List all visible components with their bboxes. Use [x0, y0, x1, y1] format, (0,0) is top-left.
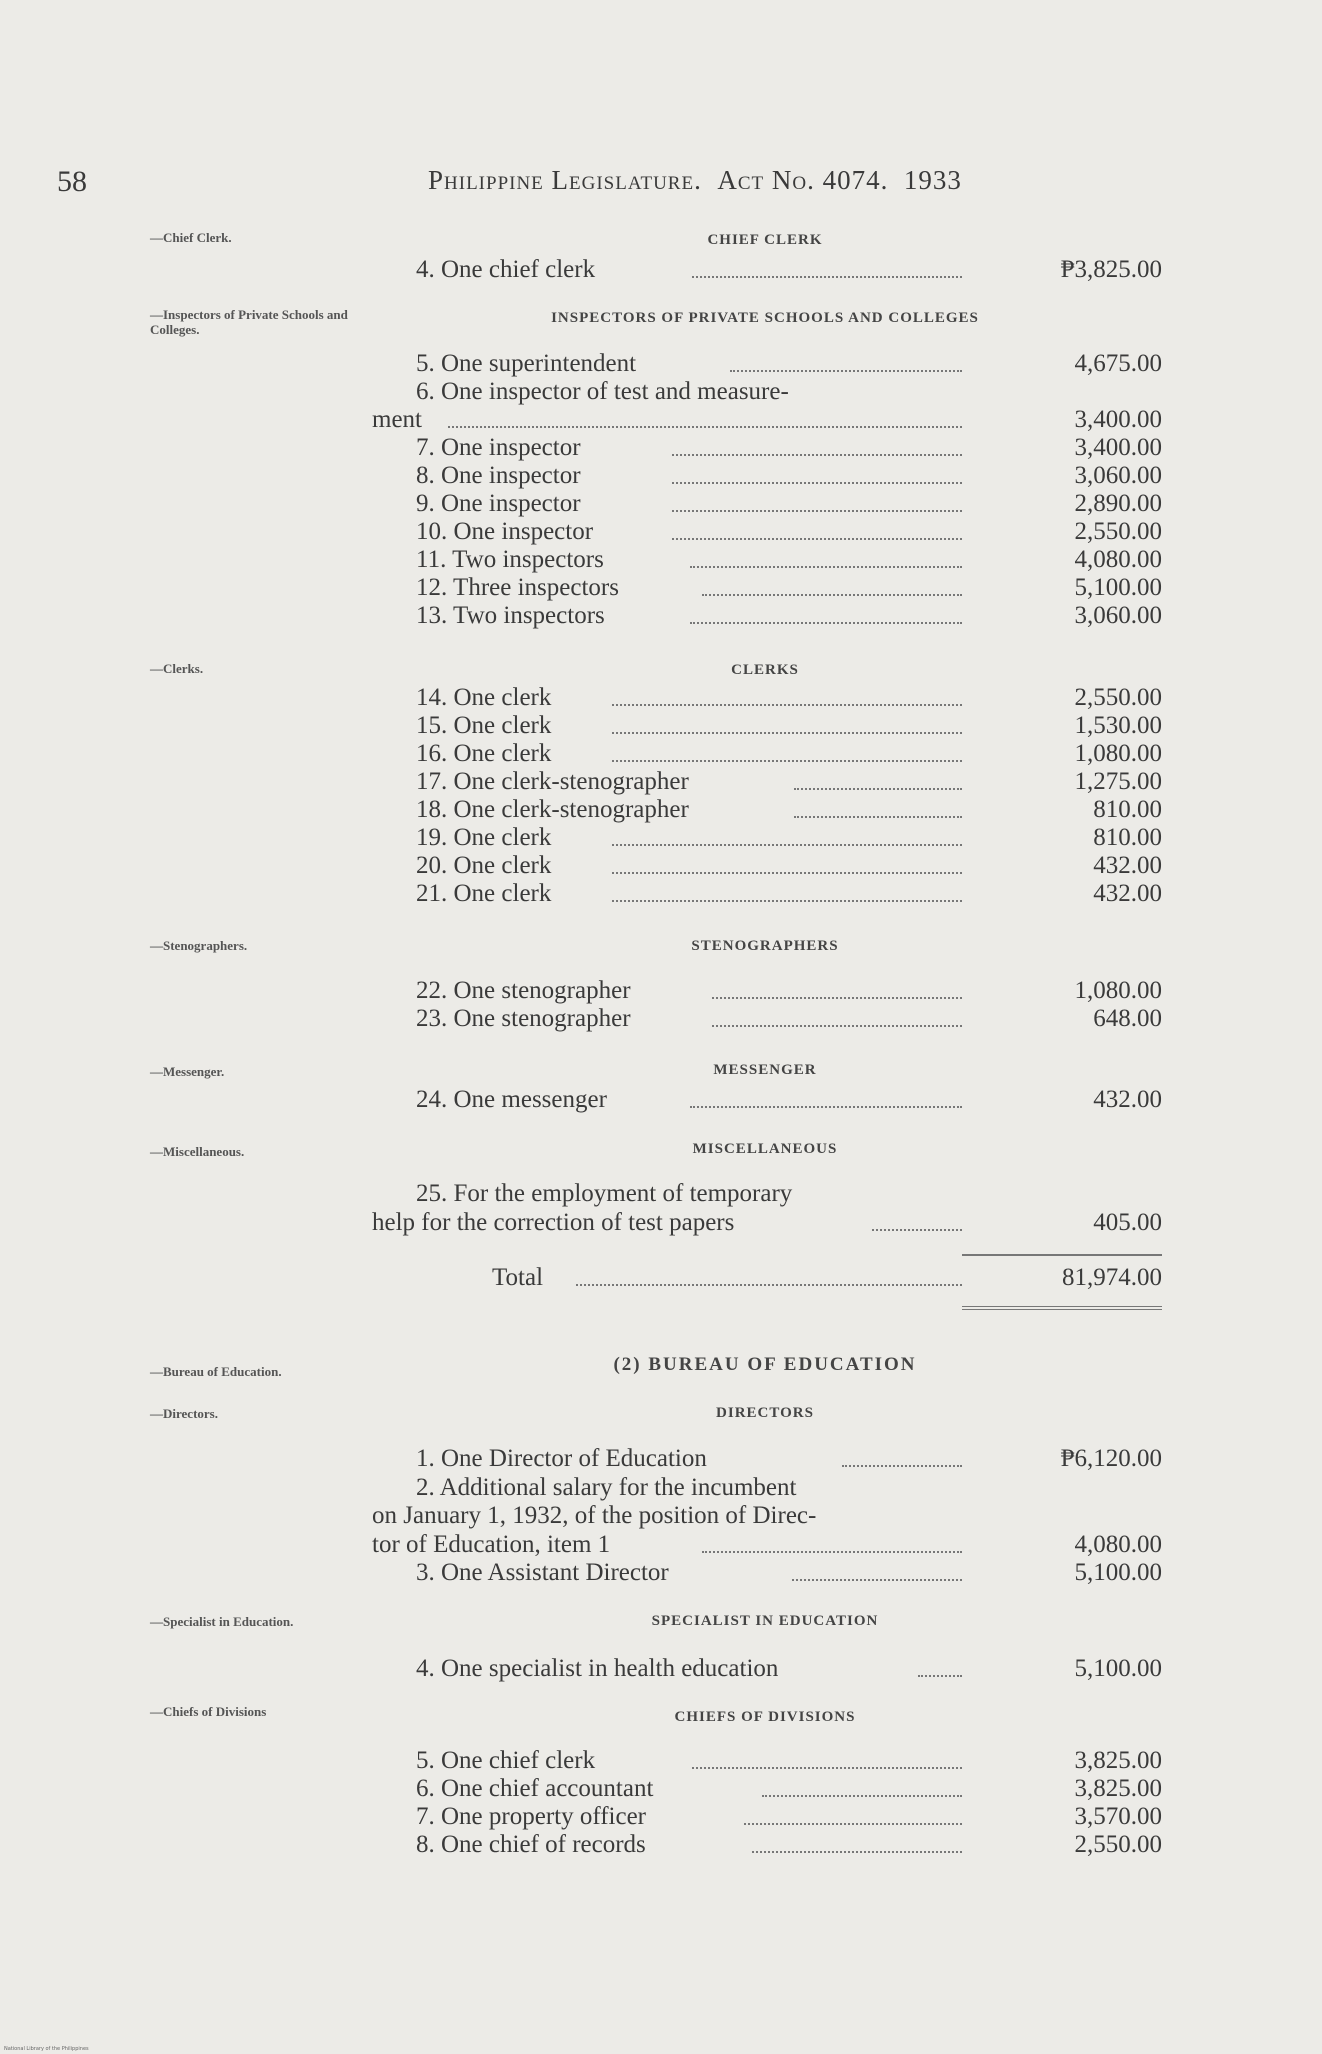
item-label: 13. Two inspectors: [416, 602, 605, 629]
item-amount: 1,530.00: [1074, 712, 1162, 739]
item-amount: 2,890.00: [1074, 490, 1162, 517]
header-year: 1933: [903, 165, 962, 195]
dot-leader: [690, 1106, 962, 1108]
item-row: [372, 256, 1162, 284]
item-row: [372, 1747, 1162, 1775]
item-continuation: 2. Additional salary for the incumbent: [416, 1474, 797, 1501]
dot-leader: [692, 276, 962, 278]
item-row: [372, 684, 1162, 712]
dot-leader: [762, 1795, 962, 1797]
item-label: 11. Two inspectors: [416, 546, 604, 573]
item-amount: 2,550.00: [1074, 1831, 1162, 1858]
heading-miscellaneous: MISCELLANEOUS: [692, 1141, 838, 1157]
heading-bureau: (2) BUREAU OF EDUCATION: [613, 1354, 917, 1375]
item-amount: 4,080.00: [1074, 1531, 1162, 1558]
item-label: tor of Education, item 1: [372, 1531, 611, 1558]
item-amount: 5,100.00: [1074, 1655, 1162, 1682]
dot-leader: [672, 454, 962, 456]
page-number: 58: [57, 165, 87, 198]
item-amount: 432.00: [1093, 1086, 1162, 1113]
item-row: [372, 712, 1162, 740]
margin-note-specialist: —Specialist in Education.: [150, 1614, 294, 1629]
dot-leader: [872, 1229, 962, 1231]
item-label: 4. One specialist in health education: [416, 1655, 779, 1682]
item-label: 10. One inspector: [416, 518, 594, 545]
item-amount: 432.00: [1093, 880, 1162, 907]
heading-directors: DIRECTORS: [716, 1405, 814, 1421]
item-row: [372, 852, 1162, 880]
item-row: [372, 1209, 1162, 1237]
item-amount: 810.00: [1093, 824, 1162, 851]
item-amount: 3,400.00: [1074, 406, 1162, 433]
dot-leader: [794, 816, 962, 818]
item-amount: 405.00: [1093, 1209, 1162, 1236]
margin-note-chief-clerk: —Chief Clerk.: [150, 230, 232, 245]
dot-leader: [692, 1767, 962, 1769]
item-amount: ₱6,120.00: [1060, 1445, 1162, 1472]
dot-leader: [612, 900, 962, 902]
item-label: 8. One inspector: [416, 462, 581, 489]
item-amount: 4,675.00: [1074, 350, 1162, 377]
dot-leader: [712, 1025, 962, 1027]
item-row: [372, 1086, 1162, 1114]
item-row: [372, 1445, 1162, 1473]
total-amount: 81,974.00: [1062, 1264, 1162, 1291]
item-row: [372, 1803, 1162, 1831]
margin-note-inspectors: —Inspectors of Private Schools and Colleges.: [150, 307, 348, 337]
item-row: [372, 880, 1162, 908]
item-row: [372, 406, 1162, 434]
item-label: 18. One clerk-stenographer: [416, 796, 689, 823]
item-continuation: 25. For the employment of temporary: [416, 1180, 793, 1207]
item-row: [372, 768, 1162, 796]
item-label: 3. One Assistant Director: [416, 1559, 669, 1586]
item-label: 7. One inspector: [416, 434, 581, 461]
item-label: help for the correction of test papers: [372, 1209, 735, 1236]
dot-leader: [702, 594, 962, 596]
item-row: [372, 490, 1162, 518]
item-amount: 1,080.00: [1074, 977, 1162, 1004]
margin-note-stenographers: —Stenographers.: [150, 938, 248, 953]
item-continuation: on January 1, 1932, of the position of Direc-: [372, 1502, 817, 1529]
item-amount: 3,400.00: [1074, 434, 1162, 461]
item-row: [372, 350, 1162, 378]
item-row: [372, 462, 1162, 490]
dot-leader: [690, 566, 962, 568]
margin-note-bureau: —Bureau of Education.: [150, 1364, 282, 1379]
heading-messenger: MESSENGER: [713, 1062, 817, 1078]
heading-specialist: SPECIALIST IN EDUCATION: [651, 1613, 879, 1629]
item-label: 1. One Director of Education: [416, 1445, 707, 1472]
item-amount: 2,550.00: [1074, 684, 1162, 711]
item-amount: 432.00: [1093, 852, 1162, 879]
item-label: 12. Three inspectors: [416, 574, 619, 601]
dot-leader: [702, 1551, 962, 1553]
item-label: 22. One stenographer: [416, 977, 631, 1004]
item-row: [372, 796, 1162, 824]
item-row: [372, 574, 1162, 602]
item-label: 23. One stenographer: [416, 1005, 631, 1032]
margin-note-directors: —Directors.: [150, 1406, 218, 1421]
heading-stenographers: STENOGRAPHERS: [691, 938, 839, 954]
margin-note-miscellaneous: —Miscellaneous.: [150, 1144, 245, 1159]
sum-rule: [962, 1254, 1162, 1256]
dot-leader: [918, 1675, 962, 1677]
item-amount: 5,100.00: [1074, 574, 1162, 601]
item-row: [372, 1559, 1162, 1587]
item-label: 5. One chief clerk: [416, 1747, 596, 1774]
item-row: [372, 977, 1162, 1005]
item-row: [372, 518, 1162, 546]
item-label: ment: [372, 406, 422, 433]
dot-leader: [690, 622, 962, 624]
dot-leader: [448, 426, 962, 428]
dot-leader: [792, 1579, 962, 1581]
item-amount: 3,570.00: [1074, 1803, 1162, 1830]
dot-leader: [744, 1823, 962, 1825]
item-label: 21. One clerk: [416, 880, 552, 907]
item-label: 8. One chief of records: [416, 1831, 646, 1858]
dot-leader: [672, 482, 962, 484]
item-amount: ₱3,825.00: [1060, 256, 1162, 283]
dot-leader: [712, 997, 962, 999]
heading-chiefs: CHIEFS OF DIVISIONS: [674, 1709, 856, 1725]
dot-leader: [612, 704, 962, 706]
dot-leader: [612, 872, 962, 874]
item-row: [372, 1655, 1162, 1683]
item-label: 19. One clerk: [416, 824, 552, 851]
scan-footer: National Library of the Philippines: [4, 2046, 89, 2052]
item-label: 24. One messenger: [416, 1086, 607, 1113]
item-label: 6. One chief accountant: [416, 1775, 654, 1802]
dot-leader: [730, 370, 962, 372]
item-row: [372, 1775, 1162, 1803]
heading-clerks: CLERKS: [731, 662, 799, 678]
total-label: Total: [492, 1264, 544, 1291]
item-row: [372, 824, 1162, 852]
item-row: [372, 434, 1162, 462]
item-label: 15. One clerk: [416, 712, 552, 739]
dot-leader: [576, 1284, 962, 1286]
item-row: [372, 546, 1162, 574]
item-amount: 810.00: [1093, 796, 1162, 823]
item-label: 4. One chief clerk: [416, 256, 596, 283]
item-label: 9. One inspector: [416, 490, 581, 517]
heading-inspectors: INSPECTORS OF PRIVATE SCHOOLS AND COLLEGES: [551, 310, 979, 326]
heading-chief-clerk: CHIEF CLERK: [707, 232, 823, 248]
item-label: 7. One property officer: [416, 1803, 647, 1830]
item-amount: 1,275.00: [1074, 768, 1162, 795]
item-amount: 4,080.00: [1074, 546, 1162, 573]
dot-leader: [672, 538, 962, 540]
item-amount: 648.00: [1093, 1005, 1162, 1032]
dot-leader: [612, 760, 962, 762]
item-label: 17. One clerk-stenographer: [416, 768, 689, 795]
item-label: 20. One clerk: [416, 852, 552, 879]
item-row: [372, 1005, 1162, 1033]
dot-leader: [842, 1465, 962, 1467]
margin-note-chiefs: —Chiefs of Divisions: [150, 1704, 267, 1719]
dot-leader: [612, 844, 962, 846]
header-act: Act No. 4074.: [717, 165, 889, 195]
header-legislature: Philippine Legislature.: [428, 165, 702, 195]
total-double-rule: [962, 1306, 1162, 1310]
margin-note-messenger: —Messenger.: [150, 1064, 225, 1079]
item-label: 16. One clerk: [416, 740, 552, 767]
dot-leader: [752, 1851, 962, 1853]
item-amount: 3,060.00: [1074, 462, 1162, 489]
running-header: [428, 165, 962, 196]
item-row: [372, 740, 1162, 768]
item-amount: 2,550.00: [1074, 518, 1162, 545]
dot-leader: [794, 788, 962, 790]
item-row: [372, 1831, 1162, 1859]
item-label: 5. One superintendent: [416, 350, 637, 377]
item-label: 14. One clerk: [416, 684, 552, 711]
item-amount: 3,060.00: [1074, 602, 1162, 629]
item-row: [372, 1531, 1162, 1559]
margin-note-clerks: —Clerks.: [150, 661, 204, 676]
item-amount: 5,100.00: [1074, 1559, 1162, 1586]
item-amount: 3,825.00: [1074, 1747, 1162, 1774]
dot-leader: [672, 510, 962, 512]
dot-leader: [612, 732, 962, 734]
item-amount: 3,825.00: [1074, 1775, 1162, 1802]
item-continuation: 6. One inspector of test and measure-: [416, 378, 789, 405]
item-row: [372, 602, 1162, 630]
item-amount: 1,080.00: [1074, 740, 1162, 767]
total-row: [372, 1264, 1162, 1292]
